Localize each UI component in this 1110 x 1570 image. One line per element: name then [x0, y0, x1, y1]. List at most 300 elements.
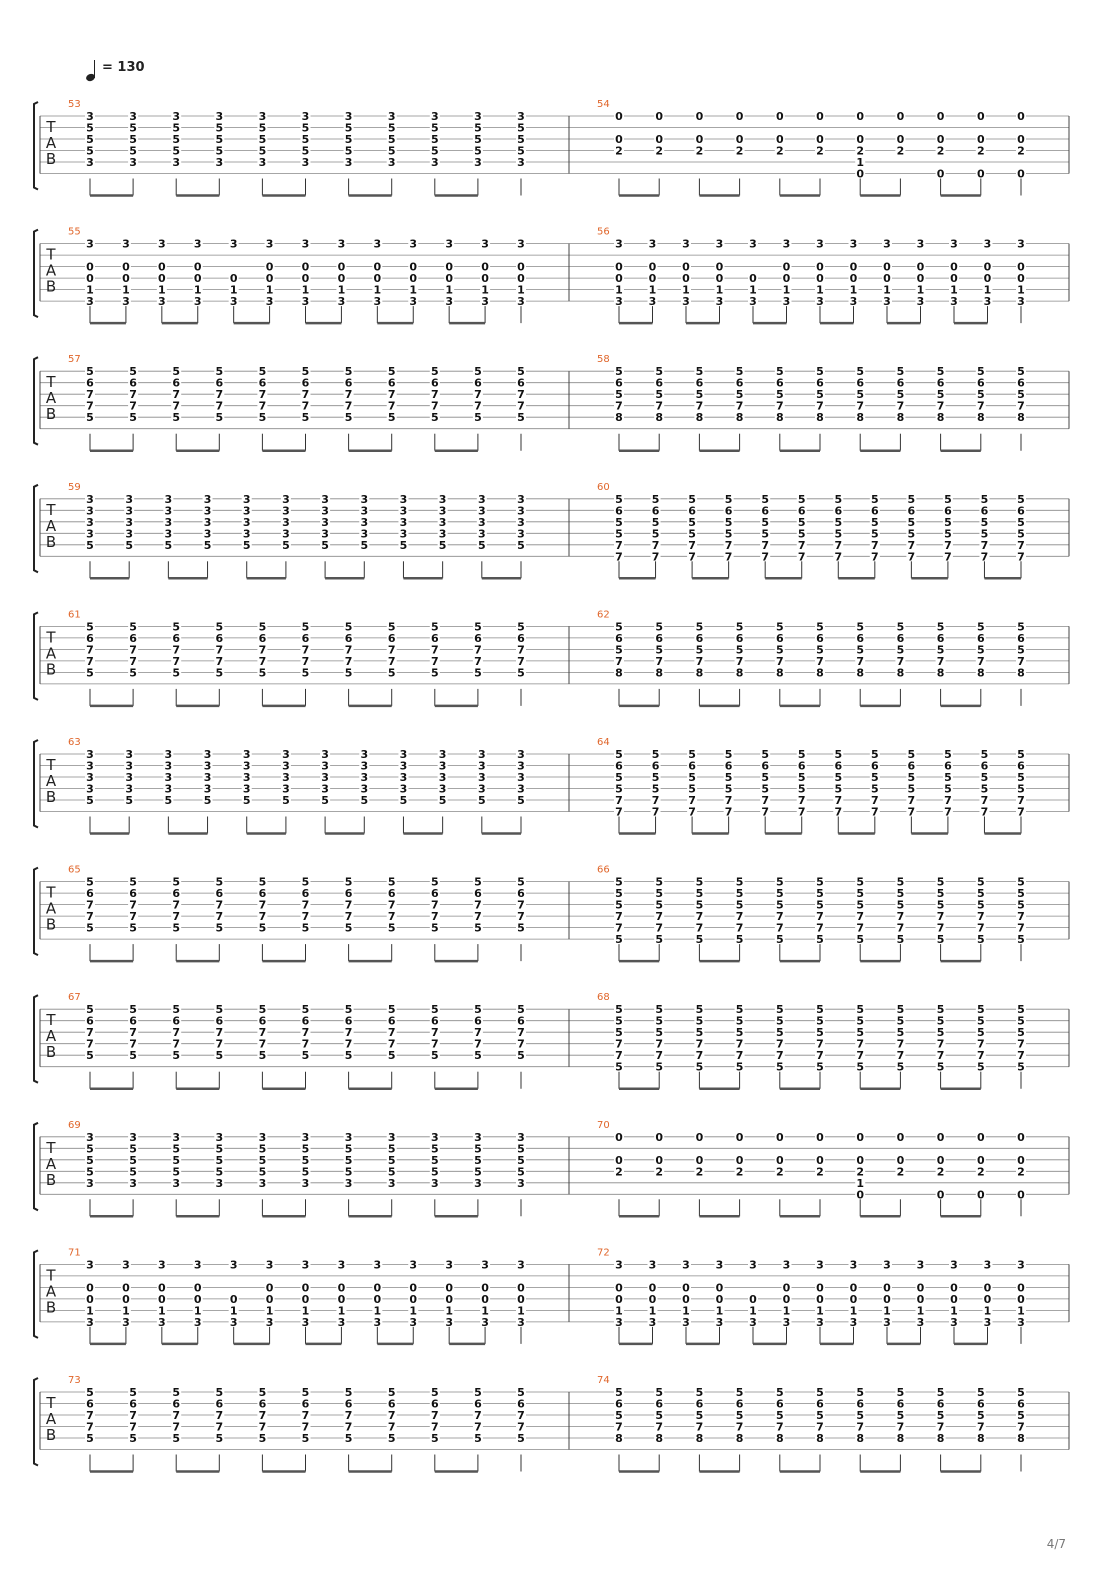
fret-number: 5	[816, 887, 824, 901]
fret-number: 7	[86, 399, 94, 413]
fret-number: 0	[916, 1281, 925, 1295]
fret-number: 6	[86, 631, 94, 645]
fret-number: 0	[655, 133, 664, 146]
fret-number: 2	[695, 144, 704, 158]
fret-number: 1	[916, 1304, 925, 1318]
fret-number: 5	[387, 1003, 396, 1017]
fret-number: 7	[797, 805, 806, 819]
fret-number: 3	[517, 156, 525, 169]
fret-number: 5	[615, 365, 623, 379]
fret-number: 5	[517, 1142, 525, 1156]
fret-number: 8	[775, 1432, 784, 1445]
fret-number: 5	[344, 921, 353, 935]
fret-number: 5	[258, 144, 267, 158]
fret-number: 6	[761, 504, 770, 518]
staff-bracket	[34, 357, 38, 445]
fret-number: 6	[980, 759, 989, 773]
fret-number: 5	[735, 1060, 744, 1074]
fret-number: 0	[816, 1281, 824, 1295]
fret-number: 7	[1017, 1049, 1025, 1063]
fret-number: 0	[1017, 260, 1025, 274]
fret-number: 7	[976, 1037, 985, 1051]
fret-number: 0	[976, 110, 985, 123]
fret-number: 5	[203, 794, 212, 807]
fret-number: 7	[301, 1420, 310, 1434]
fret-number: 3	[409, 1258, 418, 1272]
fret-number: 5	[129, 875, 137, 889]
fret-number: 5	[976, 898, 985, 912]
fret-number: 0	[481, 1281, 489, 1295]
fret-number: 7	[615, 1420, 623, 1434]
fret-number: 5	[258, 133, 267, 146]
fret-number: 0	[775, 133, 784, 146]
fret-number: 5	[896, 875, 905, 889]
fret-number: 5	[775, 1409, 784, 1422]
fret-number: 0	[337, 272, 346, 286]
fret-number: 6	[816, 631, 824, 645]
fret-number: 6	[474, 631, 482, 645]
fret-number: 5	[775, 933, 784, 947]
fret-number: 5	[936, 643, 945, 657]
fret-number: 1	[856, 156, 865, 169]
fret-number: 7	[172, 1037, 181, 1051]
fret-number: 2	[735, 1165, 744, 1179]
fret-number: 5	[761, 527, 770, 541]
fret-number: 5	[387, 1165, 396, 1179]
fret-number: 5	[430, 1153, 439, 1167]
fret-number: 5	[387, 875, 396, 889]
fret-number: 7	[896, 1420, 905, 1434]
fret-number: 3	[129, 1176, 137, 1190]
fret-number: 5	[695, 388, 704, 402]
fret-number: 6	[258, 376, 267, 390]
fret-number: 5	[399, 794, 408, 807]
fret-number: 0	[735, 1130, 744, 1144]
fret-number: 3	[849, 1315, 858, 1329]
fret-number: 0	[816, 133, 824, 146]
fret-number: 6	[834, 504, 843, 518]
fret-number: 0	[265, 260, 274, 274]
fret-number: 7	[129, 388, 137, 402]
fret-number: 5	[976, 887, 985, 901]
fret-number: 7	[695, 1037, 704, 1051]
fret-number: 3	[916, 295, 925, 309]
fret-number: 7	[655, 654, 664, 668]
fret-number: 8	[976, 411, 985, 425]
fret-number: 0	[158, 1281, 166, 1295]
fret-number: 1	[615, 1304, 623, 1318]
fret-number: 7	[655, 1420, 664, 1434]
fret-number: 6	[775, 1397, 784, 1411]
fret-number: 6	[430, 1014, 439, 1028]
fret-number: 5	[321, 794, 329, 807]
measure-number: 74	[597, 1375, 610, 1386]
fret-number: 7	[896, 1049, 905, 1063]
fret-number: 6	[129, 1397, 137, 1411]
fret-number: 3	[360, 504, 369, 518]
fret-number: 6	[86, 1014, 94, 1028]
fret-number: 5	[517, 144, 525, 158]
fret-number: 5	[735, 933, 744, 947]
fret-number: 6	[735, 631, 744, 645]
fret-number: 3	[517, 1130, 525, 1144]
fret-number: 7	[258, 654, 267, 668]
fret-number: 6	[651, 504, 660, 518]
fret-number: 3	[360, 527, 369, 541]
fret-number: 0	[615, 272, 623, 286]
fret-number: 0	[849, 1292, 858, 1306]
fret-number: 0	[715, 1292, 724, 1306]
fret-number: 3	[474, 156, 482, 169]
fret-number: 3	[481, 295, 489, 309]
fret-number: 8	[695, 666, 704, 680]
fret-number: 7	[695, 1049, 704, 1063]
fret-number: 5	[360, 794, 369, 807]
fret-number: 5	[724, 771, 733, 784]
fret-number: 7	[615, 550, 623, 564]
fret-number: 5	[775, 620, 784, 634]
fret-number: 5	[695, 1014, 704, 1028]
fret-number: 3	[301, 156, 310, 169]
fret-number: 3	[203, 492, 212, 506]
fret-number: 5	[474, 365, 482, 379]
tab-clef-letter: B	[45, 405, 57, 424]
measure-number: 60	[597, 481, 610, 493]
fret-number: 3	[648, 1258, 657, 1272]
fret-number: 7	[86, 654, 94, 668]
fret-number: 5	[615, 933, 623, 947]
fret-number: 3	[474, 110, 482, 123]
fret-number: 6	[980, 504, 989, 518]
staff-bracket	[34, 1250, 38, 1338]
fret-number: 5	[86, 1432, 94, 1445]
fret-number: 3	[321, 504, 329, 518]
fret-number: 7	[797, 794, 806, 807]
fret-number: 7	[474, 1026, 482, 1040]
fret-number: 6	[430, 631, 439, 645]
fret-number: 7	[387, 1420, 396, 1434]
fret-number: 7	[129, 399, 137, 413]
fret-number: 5	[976, 1386, 985, 1399]
fret-number: 5	[834, 515, 843, 529]
fret-number: 3	[615, 1315, 623, 1329]
fret-number: 8	[856, 666, 865, 680]
fret-number: 0	[749, 272, 757, 286]
fret-number: 3	[193, 1258, 202, 1272]
fret-number: 5	[474, 921, 482, 935]
fret-number: 6	[129, 376, 137, 390]
fret-number: 7	[936, 1037, 945, 1051]
fret-number: 7	[761, 550, 770, 564]
fret-number: 3	[715, 295, 724, 309]
fret-number: 3	[816, 1258, 824, 1272]
fret-number: 0	[615, 1281, 623, 1295]
fret-number: 5	[430, 121, 439, 135]
fret-number: 5	[474, 144, 482, 158]
fret-number: 1	[301, 283, 310, 297]
fret-number: 3	[172, 110, 181, 123]
fret-number: 7	[834, 805, 843, 819]
fret-number: 1	[715, 283, 724, 297]
fret-number: 5	[1017, 771, 1025, 784]
fret-number: 5	[474, 1165, 482, 1179]
fret-number: 8	[856, 1432, 865, 1445]
fret-number: 5	[695, 1026, 704, 1040]
fret-number: 3	[399, 504, 408, 518]
fret-number: 7	[430, 1420, 439, 1434]
fret-number: 2	[655, 1165, 664, 1179]
fret-number: 8	[896, 1432, 905, 1445]
fret-number: 3	[86, 782, 94, 796]
fret-number: 0	[896, 110, 905, 123]
fret-number: 7	[215, 1026, 224, 1040]
fret-number: 3	[481, 1258, 489, 1272]
fret-number: 2	[856, 144, 865, 158]
fret-number: 5	[172, 121, 181, 135]
fret-number: 6	[1017, 376, 1025, 390]
fret-number: 8	[735, 666, 744, 680]
fret-number: 5	[258, 875, 267, 889]
fret-number: 7	[301, 1026, 310, 1040]
fret-number: 5	[258, 1153, 267, 1167]
fret-number: 7	[344, 898, 353, 912]
fret-number: 1	[950, 283, 958, 297]
fret-number: 5	[258, 666, 267, 680]
fret-number: 5	[651, 515, 660, 529]
fret-number: 7	[86, 910, 94, 924]
tab-clef-letter: B	[45, 1426, 57, 1444]
fret-number: 3	[477, 527, 486, 541]
fret-number: 5	[430, 1165, 439, 1179]
measure-number: 54	[597, 99, 610, 110]
fret-number: 3	[321, 771, 329, 784]
fret-number: 7	[980, 550, 989, 564]
fret-number: 5	[301, 1153, 310, 1167]
fret-number: 7	[474, 1037, 482, 1051]
fret-number: 0	[950, 1281, 958, 1295]
fret-number: 5	[517, 538, 525, 552]
fret-number: 7	[129, 643, 137, 657]
fret-number: 5	[474, 1386, 482, 1399]
fret-number: 5	[344, 1153, 353, 1167]
fret-number: 5	[976, 388, 985, 402]
fret-number: 5	[344, 620, 353, 634]
fret-number: 7	[856, 910, 865, 924]
fret-number: 5	[301, 1386, 310, 1399]
fret-number: 3	[282, 527, 290, 541]
fret-number: 0	[775, 110, 784, 123]
fret-number: 5	[86, 538, 94, 552]
fret-number: 3	[86, 1258, 94, 1272]
fret-number: 3	[242, 527, 251, 541]
fret-number: 7	[695, 910, 704, 924]
fret-number: 0	[883, 1281, 891, 1295]
fret-number: 5	[688, 782, 696, 796]
fret-number: 7	[944, 805, 952, 819]
fret-number: 0	[86, 1281, 94, 1295]
fret-number: 7	[301, 898, 310, 912]
fret-number: 8	[655, 1432, 664, 1445]
fret-number: 7	[215, 898, 224, 912]
fret-number: 3	[438, 527, 447, 541]
tab-clef-letter: T	[46, 118, 56, 136]
fret-number: 0	[735, 133, 744, 146]
fret-number: 5	[976, 1409, 985, 1422]
fret-number: 5	[816, 933, 824, 947]
fret-number: 0	[517, 260, 525, 274]
fret-number: 5	[125, 794, 134, 807]
tab-clef-letter: A	[45, 389, 57, 408]
fret-number: 6	[655, 631, 664, 645]
tab-clef-letter: A	[45, 516, 57, 535]
fret-number: 5	[474, 411, 482, 425]
fret-number: 6	[896, 376, 905, 390]
fret-number: 3	[86, 237, 94, 251]
measure-number: 69	[68, 1119, 81, 1131]
fret-number: 0	[896, 133, 905, 146]
fret-number: 7	[896, 654, 905, 668]
fret-number: 2	[615, 1165, 623, 1179]
fret-number: 3	[125, 759, 134, 773]
fret-number: 0	[517, 1281, 525, 1295]
fret-number: 1	[265, 1304, 274, 1318]
fret-number: 3	[409, 1315, 418, 1329]
fret-number: 5	[896, 933, 905, 947]
fret-number: 3	[474, 1176, 482, 1190]
fret-number: 1	[265, 283, 274, 297]
fret-number: 8	[615, 1432, 623, 1445]
fret-number: 5	[695, 365, 704, 379]
fret-number: 7	[172, 399, 181, 413]
fret-number: 3	[158, 237, 166, 251]
fret-number: 2	[775, 1165, 784, 1179]
fret-number: 6	[1017, 1397, 1025, 1411]
fret-number: 5	[816, 875, 824, 889]
fret-number: 0	[950, 1292, 958, 1306]
fret-number: 3	[337, 1258, 346, 1272]
fret-number: 5	[125, 538, 134, 552]
fret-number: 8	[856, 411, 865, 425]
fret-number: 5	[1017, 898, 1025, 912]
fret-number: 3	[983, 295, 992, 309]
fret-number: 3	[215, 1130, 224, 1144]
fret-number: 3	[344, 1130, 353, 1144]
fret-number: 3	[477, 759, 486, 773]
fret-number: 3	[242, 515, 251, 529]
fret-number: 5	[129, 365, 137, 379]
fret-number: 5	[430, 1049, 439, 1063]
fret-number: 5	[688, 527, 696, 541]
fret-number: 7	[474, 388, 482, 402]
fret-number: 3	[517, 492, 525, 506]
fret-number: 0	[409, 1292, 418, 1306]
fret-number: 3	[282, 515, 290, 529]
fret-number: 0	[445, 1292, 453, 1306]
fret-number: 1	[158, 1304, 166, 1318]
fret-number: 6	[215, 1014, 224, 1028]
fret-number: 0	[122, 1292, 130, 1306]
fret-number: 7	[86, 1037, 94, 1051]
fret-number: 3	[360, 771, 369, 784]
fret-number: 7	[856, 1049, 865, 1063]
fret-number: 7	[517, 388, 525, 402]
fret-number: 7	[724, 550, 733, 564]
fret-number: 1	[481, 1304, 489, 1318]
fret-number: 0	[682, 1292, 690, 1306]
fret-number: 5	[856, 898, 865, 912]
fret-number: 3	[782, 1315, 791, 1329]
fret-number: 0	[1017, 1188, 1025, 1202]
fret-number: 0	[916, 260, 925, 274]
fret-number: 3	[360, 492, 369, 506]
fret-number: 5	[695, 643, 704, 657]
fret-number: 5	[321, 538, 329, 552]
fret-number: 1	[782, 1304, 791, 1318]
fret-number: 5	[936, 1014, 945, 1028]
fret-number: 5	[86, 1003, 94, 1017]
fret-number: 5	[797, 748, 806, 761]
fret-number: 5	[816, 1060, 824, 1074]
fret-number: 5	[1017, 643, 1025, 657]
fret-number: 0	[1017, 1281, 1025, 1295]
fret-number: 2	[615, 144, 623, 158]
fret-number: 3	[301, 1258, 310, 1272]
fret-number: 6	[301, 631, 310, 645]
fret-number: 3	[950, 237, 958, 251]
fret-number: 0	[735, 110, 744, 123]
fret-number: 3	[916, 237, 925, 251]
fret-number: 2	[976, 1165, 985, 1179]
fret-number: 5	[517, 1432, 525, 1445]
fret-number: 7	[695, 1420, 704, 1434]
fret-number: 3	[164, 771, 173, 784]
fret-number: 5	[474, 121, 482, 135]
fret-number: 5	[797, 492, 806, 506]
fret-number: 3	[749, 295, 757, 309]
fret-number: 6	[944, 504, 952, 518]
fret-number: 3	[86, 156, 94, 169]
fret-number: 2	[695, 1165, 704, 1179]
tab-clef-letter: T	[46, 883, 56, 902]
fret-number: 7	[258, 388, 267, 402]
measure-number: 64	[597, 737, 610, 748]
fret-number: 5	[856, 933, 865, 947]
fret-number: 3	[517, 110, 525, 123]
fret-number: 5	[856, 1386, 865, 1399]
fret-number: 3	[242, 492, 251, 506]
fret-number: 5	[775, 1003, 784, 1017]
fret-number: 7	[301, 654, 310, 668]
fret-number: 5	[976, 620, 985, 634]
fret-number: 7	[258, 910, 267, 924]
fret-number: 7	[980, 794, 989, 807]
fret-number: 6	[517, 887, 525, 901]
fret-number: 3	[373, 237, 382, 251]
fret-number: 3	[258, 1130, 267, 1144]
fret-number: 0	[1017, 110, 1025, 123]
fret-number: 3	[816, 1315, 824, 1329]
fret-number: 3	[86, 492, 94, 506]
fret-number: 6	[129, 631, 137, 645]
fret-number: 5	[695, 1003, 704, 1017]
fret-number: 0	[615, 110, 623, 123]
tab-clef-letter: T	[46, 1011, 56, 1030]
fret-number: 0	[229, 1292, 238, 1306]
fret-number: 7	[735, 921, 744, 935]
fret-number: 5	[430, 666, 439, 680]
fret-number: 5	[172, 133, 181, 146]
fret-number: 0	[1017, 133, 1025, 146]
